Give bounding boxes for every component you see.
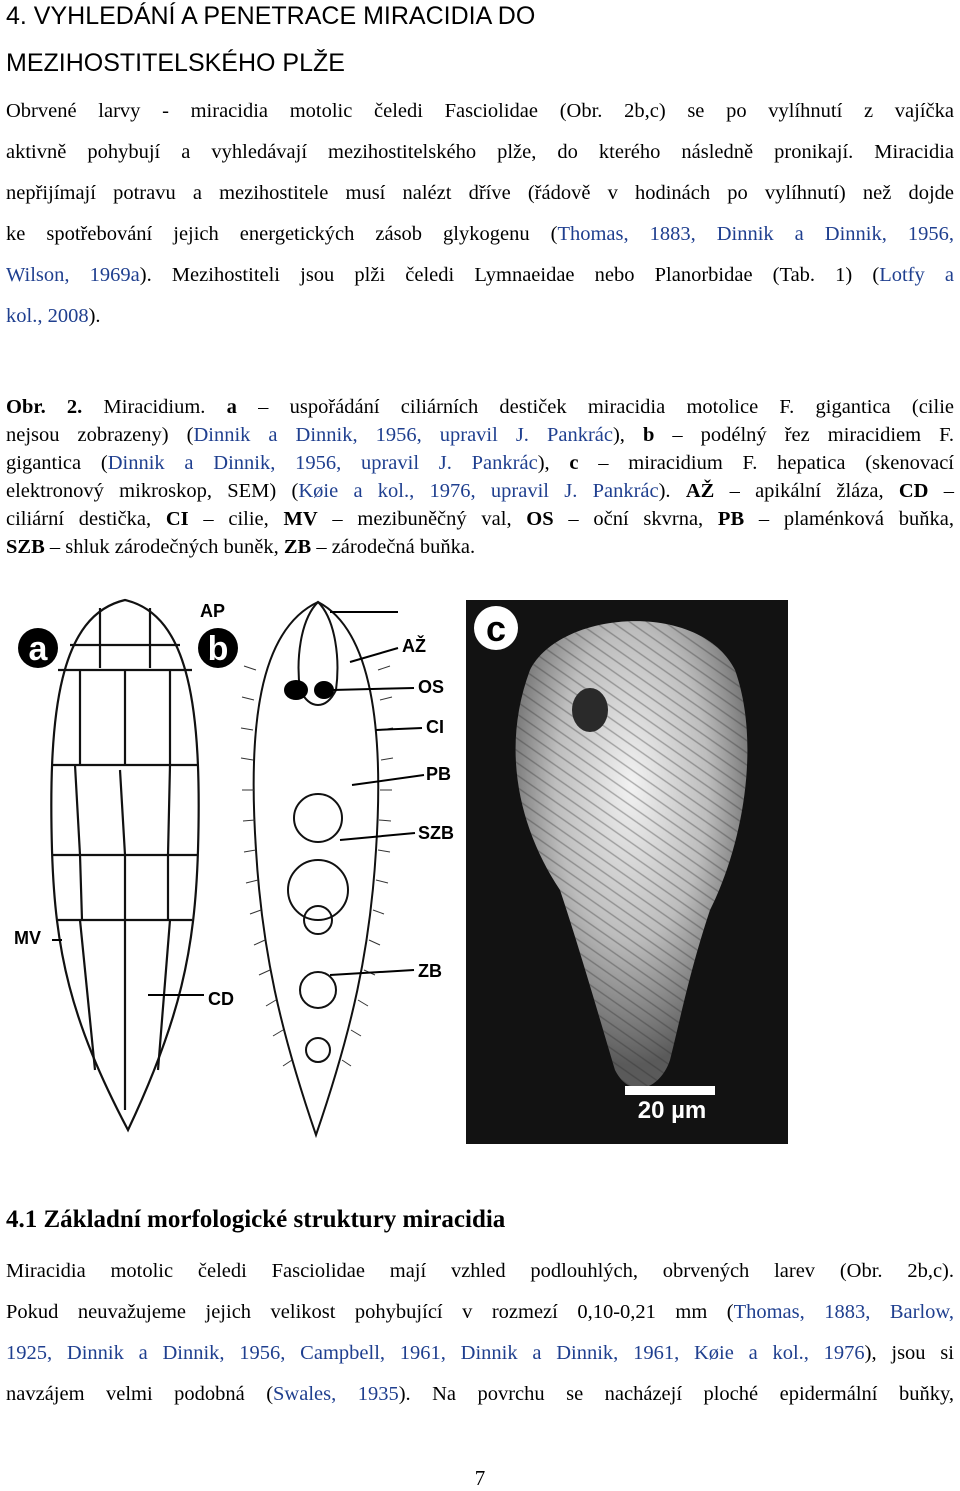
label-az: AŽ — [402, 636, 426, 656]
body-line — [6, 1374, 954, 1415]
section-title-line2: MEZIHOSTITELSKÉHO PLŽE — [6, 49, 345, 77]
intro-line — [6, 255, 954, 296]
caption-line — [6, 505, 954, 533]
panel-label-b: b — [207, 630, 229, 668]
caption-text: ciliární destička, — [6, 508, 166, 530]
caption-line — [6, 533, 954, 561]
caption-text: – apikální žláza, — [714, 480, 899, 502]
citation: 1925, Dinnik a Dinnik, 1956, Campbell, 1961, Dinnik a Dinnik, 1961, Køie a kol., 1976 — [6, 1342, 865, 1364]
intro-text: ). — [88, 305, 101, 327]
caption-text: ), — [612, 424, 643, 446]
body-line — [6, 1292, 954, 1333]
caption-text: – mezibuněčný val, — [317, 508, 527, 530]
caption-line — [6, 477, 954, 505]
citation: Dinnik a Dinnik, 1956, upravil J. Pankrác — [107, 452, 538, 474]
caption-key: a — [226, 396, 237, 418]
body-text: navzájem velmi podobná ( — [6, 1383, 274, 1405]
section-title-line1: 4. VYHLEDÁNÍ A PENETRACE MIRACIDIA DO — [6, 2, 536, 30]
panel-c-sem-photo — [466, 600, 788, 1144]
caption-key: AŽ — [685, 480, 715, 502]
panel-b-badge — [198, 628, 238, 668]
scale-bar-label: 20 µm — [637, 1097, 707, 1124]
caption-text: – cilie, — [188, 508, 284, 530]
citation: kol., 2008 — [6, 305, 89, 327]
miracidium-figure — [0, 590, 960, 1160]
caption-key: PB — [717, 508, 745, 530]
citation: Swales, 1935 — [273, 1383, 399, 1405]
panel-label-c: c — [485, 608, 507, 649]
body-text: ), jsou si — [864, 1342, 954, 1364]
caption-text: – shluk zárodečných buněk, — [44, 536, 284, 558]
body-line: Miracidia motolic čeledi Fasciolidae mají vzhled podlouhlých, obrvených larev (Obr. 2b,c). — [6, 1260, 954, 1282]
caption-text: – uspořádání ciliárních destiček miracidia motolice F. gigantica (cilie — [236, 396, 954, 418]
label-ap: AP — [200, 601, 226, 621]
caption-text: nejsou zobrazeny) ( — [6, 424, 194, 446]
caption-text: – miracidium F. hepatica (skenovací — [578, 452, 955, 474]
body-line — [6, 1333, 954, 1374]
caption-text: gigantica ( — [6, 452, 108, 474]
panel-b-drawing — [241, 602, 393, 1135]
intro-line — [6, 214, 954, 255]
caption-text: – plaménková buňka, — [744, 508, 954, 530]
citation: Thomas, 1883, Dinnik a Dinnik, 1956, — [557, 223, 954, 245]
intro-paragraph — [6, 91, 954, 337]
citation: Køie a kol., 1976, upravil J. Pankrác — [298, 480, 659, 502]
eye-spot — [284, 680, 334, 700]
label-ci: CI — [426, 717, 444, 737]
intro-line: Obrvené larvy - miracidia motolic čeledi Fasciolidae (Obr. 2b,c) se po vylíhnutí z vajíčka — [6, 100, 954, 122]
caption-key: CI — [165, 508, 189, 530]
label-zb: ZB — [418, 961, 442, 981]
caption-key: ZB — [283, 536, 312, 558]
label-szb: SZB — [418, 823, 454, 843]
caption-text: – zárodečná buňka. — [311, 536, 476, 558]
figure-number: Obr. 2. — [6, 396, 83, 418]
label-cd: CD — [208, 989, 234, 1009]
caption-key: c — [569, 452, 579, 474]
caption-line — [6, 393, 954, 421]
figure-caption — [6, 393, 954, 561]
label-os: OS — [418, 677, 445, 697]
intro-text: ). Mezihostiteli jsou plži čeledi Lymnaeidae nebo Planorbidae (Tab. 1) ( — [139, 264, 880, 286]
panel-a-drawing — [51, 600, 198, 1130]
intro-line: aktivně pohybují a vyhledávají mezihostitelského plže, do kterého následně pronikají. Miracidia — [6, 141, 954, 163]
caption-text: ). — [658, 480, 686, 502]
intro-text: ke spotřebování jejich energetických zásob glykogenu ( — [6, 223, 558, 245]
body-paragraph — [6, 1251, 954, 1415]
caption-key: MV — [283, 508, 318, 530]
label-pb: PB — [426, 764, 452, 784]
body-text: Pokud neuvažujeme jejich velikost pohybující v rozmezí 0,10-0,21 mm ( — [6, 1301, 734, 1323]
caption-text: elektronový mikroskop, SEM) ( — [6, 480, 299, 502]
caption-key: b — [642, 424, 655, 446]
intro-line — [6, 296, 954, 337]
label-mv: MV — [14, 928, 41, 948]
citation: Thomas, 1883, Barlow, — [733, 1301, 954, 1323]
page-number: 7 — [474, 1466, 486, 1490]
caption-line — [6, 421, 954, 449]
caption-text: – — [928, 480, 954, 502]
caption-text: – oční skvrna, — [553, 508, 718, 530]
subsection-title: 4.1 Základní morfologické struktury miracidia — [6, 1206, 506, 1233]
caption-key: CD — [898, 480, 929, 502]
caption-text: Miracidium. — [82, 396, 227, 418]
caption-text: ), — [537, 452, 570, 474]
body-text: ). Na povrchu se nacházejí ploché epidermální buňky, — [398, 1383, 954, 1405]
panel-label-a: a — [28, 630, 48, 668]
citation: Wilson, 1969a — [6, 264, 140, 286]
caption-key: OS — [526, 508, 554, 530]
caption-key: SZB — [6, 536, 45, 558]
caption-line — [6, 449, 954, 477]
citation: Dinnik a Dinnik, 1956, upravil J. Pankrác — [193, 424, 613, 446]
citation: Lotfy a — [879, 264, 954, 286]
intro-line: nepřijímají potravu a mezihostitele musí nalézt dříve (řádově v hodinách po vylíhnutí) než dojde — [6, 182, 954, 204]
panel-a-badge — [18, 628, 58, 668]
caption-text: – podélný řez miracidiem F. — [654, 424, 954, 446]
